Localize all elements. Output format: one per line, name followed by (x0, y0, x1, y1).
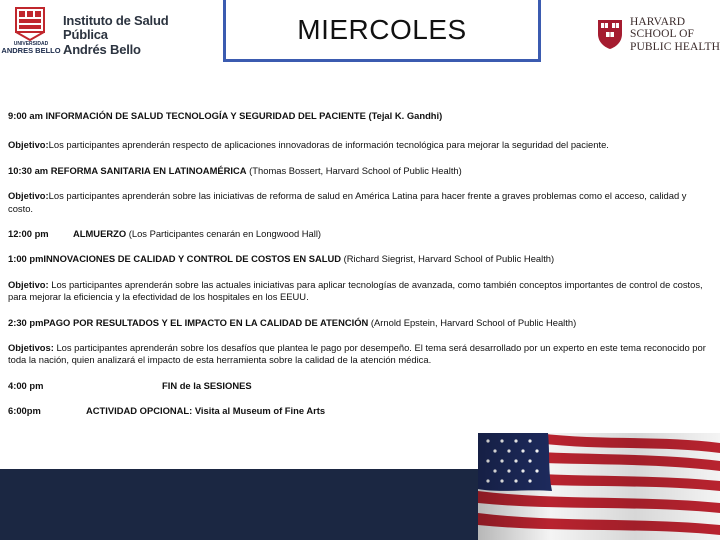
session-3-objective-text: Los participantes aprenderán sobre las actuales iniciativas para aplicar tecnologías de avanzada, como también conceptos importantes de control de costos, para mejorar la eficiencia y la efectividad de los hospitales en los EEUU. (8, 278, 703, 303)
session-2-title: 10:30 am REFORMA SANITARIA EN LATINOAMÉRICA (8, 164, 247, 176)
session-2-speaker: (Thomas Bossert, Harvard School of Public Health) (249, 164, 462, 176)
session-4-heading (8, 317, 712, 329)
session-4-speaker: (Arnold Epstein, Harvard School of Public Health) (370, 316, 577, 328)
session-3-heading (8, 253, 712, 265)
day-title-box (223, 0, 541, 62)
harvard-line1: HARVARD (630, 16, 686, 28)
session-4-objective-label: Objetivos: (8, 342, 54, 354)
session-1-objective (8, 139, 712, 151)
session-2-objective-text: Los participantes aprenderán sobre las iniciativas de reforma de salud en América Latina para hacer frente a graves problemas como el acceso, calidad y costo. (8, 190, 687, 214)
universidad-andres-bello-logo (0, 0, 200, 64)
session-3-title: 1:00 pmINNOVACIONES DE CALIDAD Y CONTROL DE COSTOS EN SALUD (8, 253, 342, 265)
end-time: 4:00 pm (8, 379, 44, 391)
optional-title: ACTIVIDAD OPCIONAL: Visita al Museum of Fine Arts (86, 405, 326, 417)
session-1-objective-text: Los participantes aprenderán respecto de aplicaciones innovadoras de información tecnológica para mejorar la seguridad del paciente. (48, 139, 609, 151)
university-crest-icon (10, 6, 50, 42)
optional-time: 6:00pm (8, 405, 41, 417)
university-caption-line1: UNIVERSIDAD (13, 41, 49, 47)
day-title: MIERCOLES (297, 13, 467, 45)
university-caption (0, 42, 62, 55)
institute-name-line1: Instituto de Salud Pública (63, 13, 169, 43)
session-1-title: 9:00 am INFORMACIÓN DE SALUD TECNOLOGÍA Y SEGURIDAD DEL PACIENTE (Tejal K. Gandhi) (8, 110, 443, 121)
lunch-row (8, 228, 712, 240)
institute-name (63, 14, 200, 57)
session-2-objective-label: Objetivo: (8, 190, 49, 202)
session-3-speaker: (Richard Siegrist, Harvard School of Public Health) (343, 253, 555, 265)
end-row (8, 380, 712, 392)
session-4-objective-text: Los participantes aprenderán sobre los desafíos que plantea le pago por desempeño. El tema será desarrollado por un experto en este tema reconocido por toda la nación, quien analizará el impacto de esta herramienta sobre la calidad de la atención médica. (8, 342, 706, 366)
lunch-title: ALMUERZO (73, 228, 127, 240)
veritas-shield-icon (596, 18, 624, 50)
session-4-objective (8, 342, 712, 367)
institute-name-line2: Andrés Bello (63, 41, 141, 57)
lunch-note: (Los Participantes cenarán en Longwood Hall) (128, 228, 322, 240)
harvard-line2: SCHOOL OF (630, 28, 695, 41)
session-1-objective-label: Objetivo: (8, 139, 49, 151)
session-2-heading (8, 165, 712, 177)
session-3-objective (8, 279, 712, 304)
university-caption-line2: ANDRES BELLO (1, 46, 61, 56)
end-title: FIN de la SESIONES (162, 379, 252, 391)
harvard-line3: PUBLIC HEALTH (630, 40, 720, 53)
session-3-objective-label: Objetivo: (8, 278, 49, 290)
optional-row (8, 405, 712, 417)
lunch-time: 12:00 pm (8, 228, 49, 240)
session-4-title: 2:30 pmPAGO POR RESULTADOS Y EL IMPACTO EN LA CALIDAD DE ATENCIÓN (8, 316, 369, 328)
agenda (8, 110, 712, 418)
harvard-wordmark (630, 16, 720, 53)
harvard-public-health-logo (596, 16, 720, 56)
session-2-objective (8, 190, 712, 215)
us-flag-image (478, 433, 720, 540)
